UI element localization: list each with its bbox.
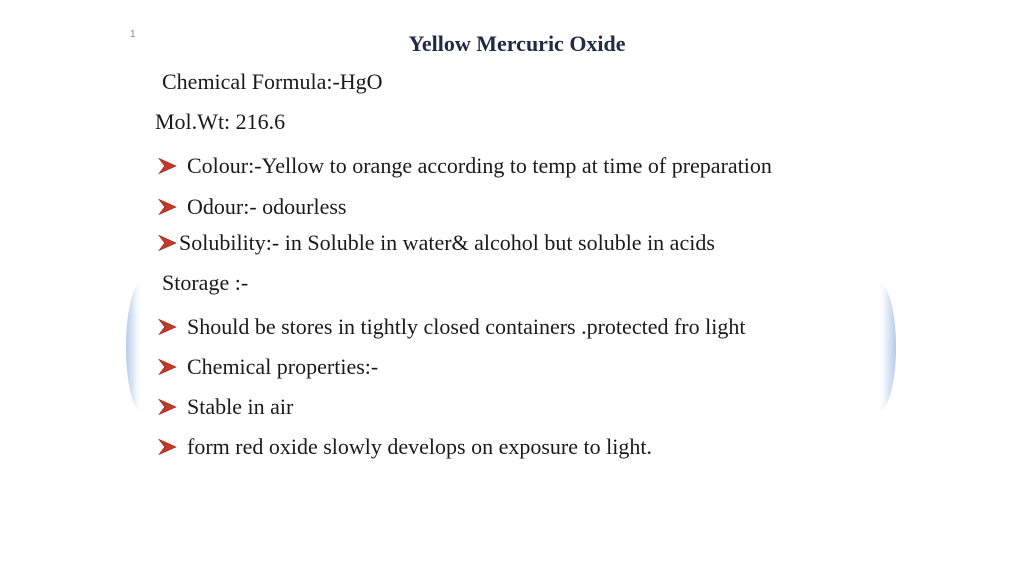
bullet-text: Odour:- odourless <box>187 194 347 219</box>
arrow-bullet-icon <box>158 398 177 416</box>
page-number: 1 <box>130 29 136 40</box>
decorative-arc-left <box>126 282 142 412</box>
bullet-text: Chemical properties:- <box>187 354 379 379</box>
arrow-bullet-icon <box>158 198 177 216</box>
arrow-bullet-icon <box>158 318 177 336</box>
arrow-bullet-icon <box>158 438 177 456</box>
slide-title: Yellow Mercuric Oxide <box>408 31 626 56</box>
bullet-item <box>158 396 293 418</box>
bullet-text: Stable in air <box>187 394 294 419</box>
bullet-text: Colour:-Yellow to orange according to temp at time of preparation <box>187 153 772 178</box>
chemical-formula: Chemical Formula:-HgO <box>162 69 383 94</box>
storage-heading: Storage :- <box>162 270 249 295</box>
arrow-bullet-icon <box>158 157 177 175</box>
arrow-bullet-icon <box>158 234 177 252</box>
decorative-arc-right <box>878 282 896 412</box>
molecular-weight: Mol.Wt: 216.6 <box>155 109 286 134</box>
bullet-item <box>158 316 745 338</box>
arrow-bullet-icon <box>158 358 177 376</box>
bullet-item <box>158 436 652 458</box>
bullet-text: form red oxide slowly develops on exposure to light. <box>187 434 652 459</box>
bullet-item <box>158 196 346 218</box>
bullet-text: Should be stores in tightly closed containers .protected fro light <box>187 314 746 339</box>
bullet-item <box>158 155 772 177</box>
bullet-item <box>158 232 715 254</box>
bullet-text: Solubility:- in Soluble in water& alcohol but soluble in acids <box>179 230 715 255</box>
bullet-item <box>158 356 378 378</box>
